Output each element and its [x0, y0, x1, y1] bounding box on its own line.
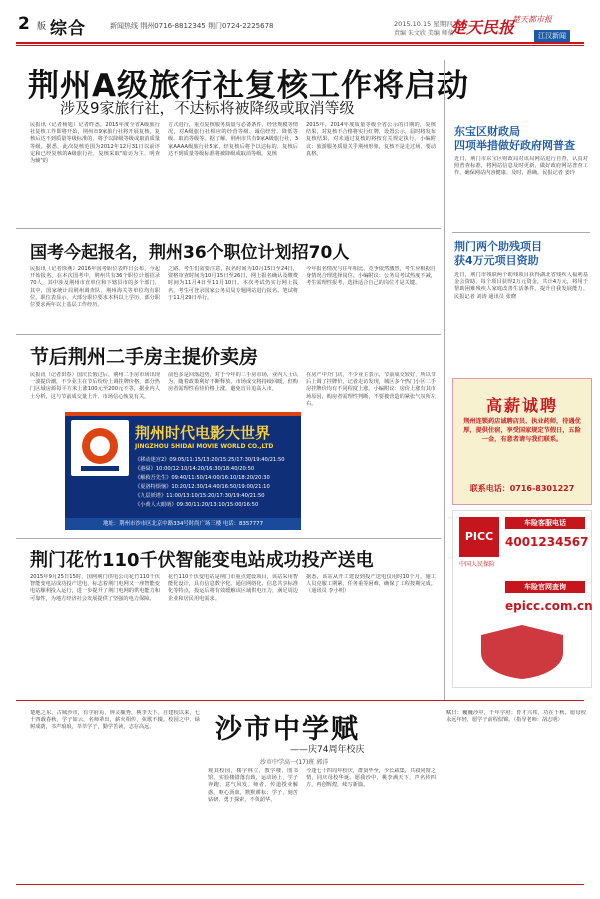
recruit-title: 高薪诚聘	[485, 396, 558, 415]
main-headline: 荆州A级旅行社复核工作将启动	[28, 68, 469, 104]
story2-body-col2: 之路。考生们需要注意，报名时间为10月15日至24日，资格审查时间为10月15日至26日，网上报名确认及缴费时间为11月4日至11月10日。本次考试仍实行网上报名，考生可登录国家公务员局专题网站进行报名。笔试将于11月29日举行。	[168, 266, 298, 301]
story2-body-col1: 民报讯（记者徐燕）2016年国考职位表昨日公布，今起开始报名。在本次国考中，荆州共有36个职位计划招录70人，其中涉及荆州市直单位和下辖县市的多个部门，其中，国家统计局荆州调查队、荆州海关等单位均有职位，职位表显示，大部分职位要求本科以上学历，部分职位要求两年以上基层工作经历。	[30, 266, 160, 309]
cinema-ad-topbar	[65, 412, 301, 416]
showtime-row: 《九层妖塔》11:00/13:10/15:20/17:30/19:40/21:50	[135, 493, 265, 499]
sidebar-item1-title: 东宝区财政局 四项举措做好政府网普查	[454, 125, 575, 152]
essay-body-col3: 今逢七十四周年校庆，群贤毕至，少长咸集，共叙同窗之情，同庆母校华诞。愿我沙中，桃李满天下，声名传四方，再创辉煌，续写新篇。	[306, 768, 436, 789]
showtime-row: 《小黄人大眼萌》09:30/11:20/13:10/15:00/16:50	[135, 502, 259, 508]
header-rule-thin	[16, 45, 584, 46]
picc-site: epicc.com.cn	[505, 599, 593, 613]
sidebar-item2-text: 近日，荆门市残联两个助残项目获得湖北省残疾人福利基金会资助，每个项目获得2万元资金，共计4万元，将用于帮助困难残疾人家庭改善生活条件，提升自我发展能力。民报记者 刘涛 通讯员 张晓	[454, 272, 588, 300]
picc-ad	[452, 510, 592, 688]
story2-headline: 国考今起报名，荆州36个职位计划招70人	[30, 243, 350, 263]
essay-body-col4: 赋曰：巍巍沙中，千年学府；育才兴邦，功在千秋。愿母校永远年轻，愿学子前程似锦。（指导老师：胡志明）	[446, 710, 586, 724]
essay-body-col2: 观其校园，楼宇林立，教学楼、图书馆、实验楼错落有致，运动场上，学子奔跑，意气风发。师者，传道授业解惑，呕心沥血，默默耕耘；学子，刻苦钻研，勇于探索，不负韶华。	[208, 768, 298, 803]
cinema-title: 荆州时代电影大世界	[135, 424, 271, 442]
picc-logo: PICC	[459, 517, 499, 557]
cinema-logo	[71, 420, 129, 476]
section-name: 综合	[50, 19, 86, 39]
footer-rule	[16, 884, 584, 885]
story3-body-col2: 前也多是回落趋势，对于今年的二手房市场，业内人士认为，随着政策利好不断释放，市场成交将持续回暖，但购房者需理性看待价格上涨，避免盲目追高入市。	[168, 372, 298, 393]
showtime-row: 《解救吾先生》09:40/11:50/14:00/16:10/18:20/20:30	[135, 475, 270, 481]
story3-body-col3: 在房产中介门店，不少业主表示，节前成交较好，所以节后上调了挂牌价，记者走访发现，城区多个热门小区二手房挂牌价均有不同程度上涨。小编附议：房价上涨有其市场原因，购房者需理性判断，不要被营造的紧张气氛所左右。	[306, 372, 436, 407]
story4-body-col1: 2015年9月25日15时，国网荆门供电公司花竹110千伏智能变电站成功投产送电，标志着荆门电网又一座智能变电站顺利投入运行，进一步提升了荆门电网的供电能力和可靠性，为地方经济社会发展提供了坚强的电力保障。	[30, 574, 160, 602]
showtime-row: 《移动迷宫2》09:05/11:15/13:20/15:25/17:30/19:40/21:50	[135, 457, 285, 463]
main-body-col1: 民报讯（记者杨旭）记者昨悉，2015年度全省A级旅行社复核工作即将开始，荆州市9家旅行社将开展复核，复核后达不到质量等级标准的，将予以降级等级或取消质量等级。据悉，此次复核范围为2012年12月31日以前评定和已经复核的A级旅行社，复核采取"暗访为主、明查为辅"的	[30, 122, 160, 165]
story-divider-2	[16, 334, 441, 335]
page-number: 2	[18, 14, 30, 34]
main-body-col3: 2015年，2014年度质量等级全省公示的日期的，复核结果，对复核不合格将实行红牌，设置公示，届时将发布复核结果，对未通过复核的将按有关规定执行。小编附议：旅游服务质量关乎荆州形象，复核不是走过场，要动真格。	[306, 122, 436, 157]
essay-byline: 沙市中学高一(17)班 郭洋	[260, 759, 329, 766]
essay-body-col1: 楚地之东，古城沙市，有学府焉，钟灵毓秀，桃李天下。自建校以来，七十四载春秋，学子如云，名师辈出，薪火相传，弦歌不辍。校园之中，绿树成荫，书声琅琅，莘莘学子，勤学苦读，志存高远。	[30, 710, 200, 731]
story-divider-1	[16, 228, 441, 229]
sidebar-item1-text: 近日，荆门市东宝区财政局对该局网站进行自查，认真对照普查标准，将网站信息及时更新，做好政府网站普查工作，确保网站内容健康、及时、准确。民报记者 姜玲	[454, 156, 588, 177]
recruit-text: 荆州连锁药店诚聘店员、执业药师，待遇优厚，提供住宿，享受国家规定节假日，五险一金，有意者请与我们联系。	[463, 418, 581, 443]
cinema-subtitle: JINGZHOU SHIDAI MOVIE WORLD CO.,LTD	[135, 443, 274, 450]
sidebar-divider-1	[452, 232, 590, 233]
showtime-row: 《夏洛特烦恼》10:20/12:30/14:40/16:50/19:00/21:10	[135, 484, 270, 490]
showtime-row: 《港囧》10:00/12:10/14:20/16:30/18:40/20:50	[135, 466, 255, 472]
page-header	[0, 0, 600, 44]
cinema-ad	[65, 412, 301, 530]
cinema-address: 地址：荆州市沙市区北京中路334号时尚广场三楼 电话：8357777	[65, 518, 301, 530]
story-divider-3	[16, 538, 441, 539]
picc-label2: 车险官网查询	[505, 581, 585, 593]
story4-body-col2: 花竹110千伏变电站是荆门市重点建设项目，该站采用智能化设计，具有信息数字化、通信网络化、信息共享标准化等特点，投运后将有效缓解该区域供电压力，满足周边企业和居民用电需求。	[168, 574, 298, 602]
news-hotline: 新闻热线 荆州0716-8812345 荆门0724-2225678	[110, 22, 274, 30]
paper-calligraphy: 楚天都市报	[512, 15, 552, 24]
main-subhead: 涉及9家旅行社，不达标将被降级或取消等级	[60, 99, 355, 117]
main-body-col2: 方式进行，重点复核服务质量与必备条件、经营规模等情况，对A级旅行社相应的经营等级、诚信经营、降低等级、取消等级等。据了解，荆州市共有9家A级旅行社，3家AAAA级旅行社5家、经复核后将予以达标的，复核后达不到质量等级标准将被降级或取消等级。复核	[168, 122, 298, 157]
sidebar-divider	[444, 60, 445, 700]
picc-phone: 4001234567	[505, 535, 589, 549]
story3-body-col1: 民报讯（记者田春）国庆长假过后，荆州二手房市场出现一波提价潮，不少业主在节后纷纷上调挂牌价格，部分热门区域房源每平方米上涨100元至200元不等，据业内人士分析，这与节前成交量上升、市场信心恢复有关。	[30, 372, 160, 400]
picc-name: 中国人民保险	[459, 561, 496, 568]
page-unit: 版	[37, 22, 47, 32]
sidebar-item2-title: 荆门两个助残项目 获4万元项目资助	[454, 240, 542, 267]
editor-credits: 责编 朱文欣 美编 师倩	[394, 30, 454, 37]
recruit-phone: 联系电话：0716-8301227	[469, 484, 575, 493]
story3-headline: 节后荆州二手房主提价卖房	[30, 346, 259, 368]
edition-tag: 江汉新闻	[534, 30, 570, 42]
picc-label1: 车险客服电话	[505, 517, 585, 529]
essay-headline: 沙市中学赋	[215, 714, 360, 745]
recruit-ad	[452, 378, 592, 505]
essay-subhead: ——庆74周年校庆	[290, 745, 365, 755]
story4-headline: 荆门花竹110千伏智能变电站成功投产送电	[30, 550, 374, 571]
story4-body-col3: 据悉，该站从开工建设到投产送电仅用时10个月，施工人员克服工期紧、任务重等困难，确保了工程按期完成。（通讯员 李小明）	[306, 574, 436, 595]
story2-body-col3: 今年报名情况与往年相比，竞争依然激烈，考生应根据自身情况合理选择岗位。小编附议：公务员考试热度不减，考生需理性报考，选择适合自己的岗位才是关键。	[306, 266, 436, 287]
shield-icon	[463, 621, 581, 681]
issue-date: 2015.10.15 星期四	[394, 20, 453, 28]
essay-divider	[16, 700, 584, 701]
paper-name: 楚天民报	[450, 18, 515, 37]
header-rule	[16, 42, 584, 44]
